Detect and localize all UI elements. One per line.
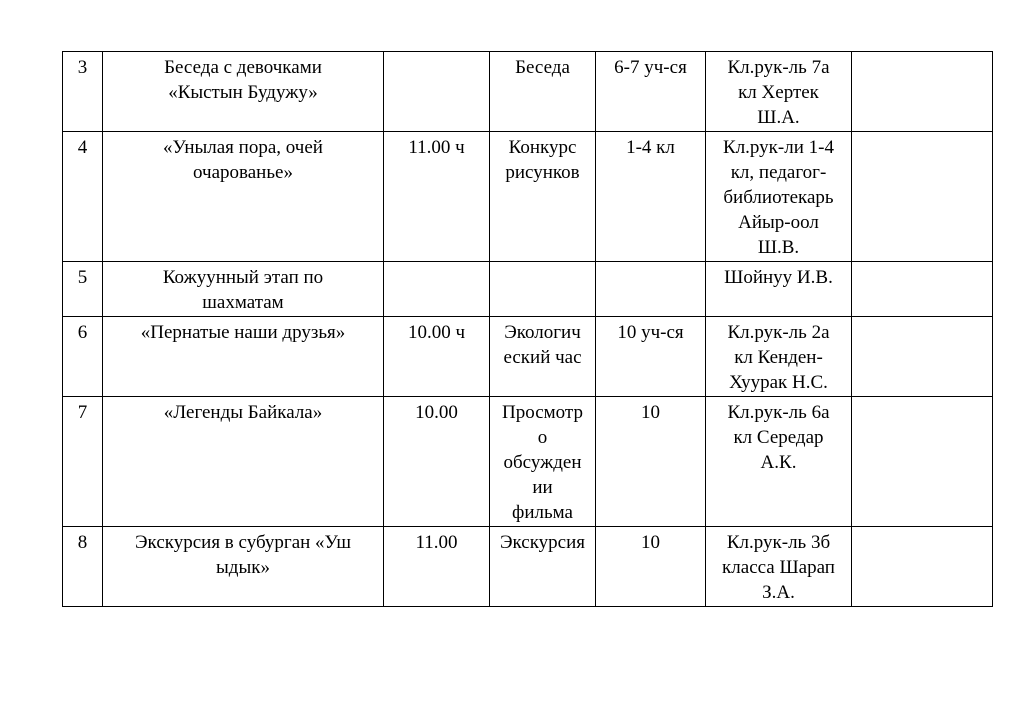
- responsible-cell: Кл.рук-ль 6а кл Середар А.К.: [706, 397, 852, 527]
- note-cell: [852, 317, 993, 397]
- row-number-cell: 7: [63, 397, 103, 527]
- note-cell: [852, 527, 993, 607]
- row-number-cell: 6: [63, 317, 103, 397]
- event-title-cell: Кожуунный этап по шахматам: [103, 262, 384, 317]
- participants-cell: 10: [596, 527, 706, 607]
- note-cell: [852, 52, 993, 132]
- table-row: [63, 527, 993, 607]
- event-title-cell: Экскурсия в субурган «Уш ыдык»: [103, 527, 384, 607]
- row-number-cell: 3: [63, 52, 103, 132]
- participants-cell: 10: [596, 397, 706, 527]
- participants-cell: [596, 262, 706, 317]
- event-time-cell: 10.00: [384, 397, 490, 527]
- table-row: [63, 132, 993, 262]
- event-time-cell: [384, 262, 490, 317]
- row-number-cell: 4: [63, 132, 103, 262]
- events-table: [62, 51, 993, 607]
- responsible-cell: Кл.рук-ль 2а кл Кенден- Хуурак Н.С.: [706, 317, 852, 397]
- note-cell: [852, 262, 993, 317]
- responsible-cell: Шойнуу И.В.: [706, 262, 852, 317]
- event-title-cell: «Легенды Байкала»: [103, 397, 384, 527]
- event-form-cell: Просмотр о обсужден ии фильма: [490, 397, 596, 527]
- event-title-cell: Беседа с девочками «Кыстын Будужу»: [103, 52, 384, 132]
- note-cell: [852, 132, 993, 262]
- event-form-cell: Экологич еский час: [490, 317, 596, 397]
- responsible-cell: Кл.рук-ль 7а кл Хертек Ш.А.: [706, 52, 852, 132]
- row-number-cell: 5: [63, 262, 103, 317]
- event-form-cell: Экскурсия: [490, 527, 596, 607]
- responsible-cell: Кл.рук-ль 3б класса Шарап З.А.: [706, 527, 852, 607]
- event-time-cell: 11.00 ч: [384, 132, 490, 262]
- note-cell: [852, 397, 993, 527]
- event-title-cell: «Пернатые наши друзья»: [103, 317, 384, 397]
- participants-cell: 10 уч-ся: [596, 317, 706, 397]
- event-time-cell: 11.00: [384, 527, 490, 607]
- table-row: [63, 317, 993, 397]
- event-time-cell: [384, 52, 490, 132]
- event-time-cell: 10.00 ч: [384, 317, 490, 397]
- table-row: [63, 262, 993, 317]
- responsible-cell: Кл.рук-ли 1-4 кл, педагог- библиотекарь Айыр-оол Ш.В.: [706, 132, 852, 262]
- event-form-cell: [490, 262, 596, 317]
- participants-cell: 1-4 кл: [596, 132, 706, 262]
- event-form-cell: Конкурс рисунков: [490, 132, 596, 262]
- participants-cell: 6-7 уч-ся: [596, 52, 706, 132]
- row-number-cell: 8: [63, 527, 103, 607]
- table-row: [63, 52, 993, 132]
- event-title-cell: «Унылая пора, очей очарованье»: [103, 132, 384, 262]
- table-row: [63, 397, 993, 527]
- event-form-cell: Беседа: [490, 52, 596, 132]
